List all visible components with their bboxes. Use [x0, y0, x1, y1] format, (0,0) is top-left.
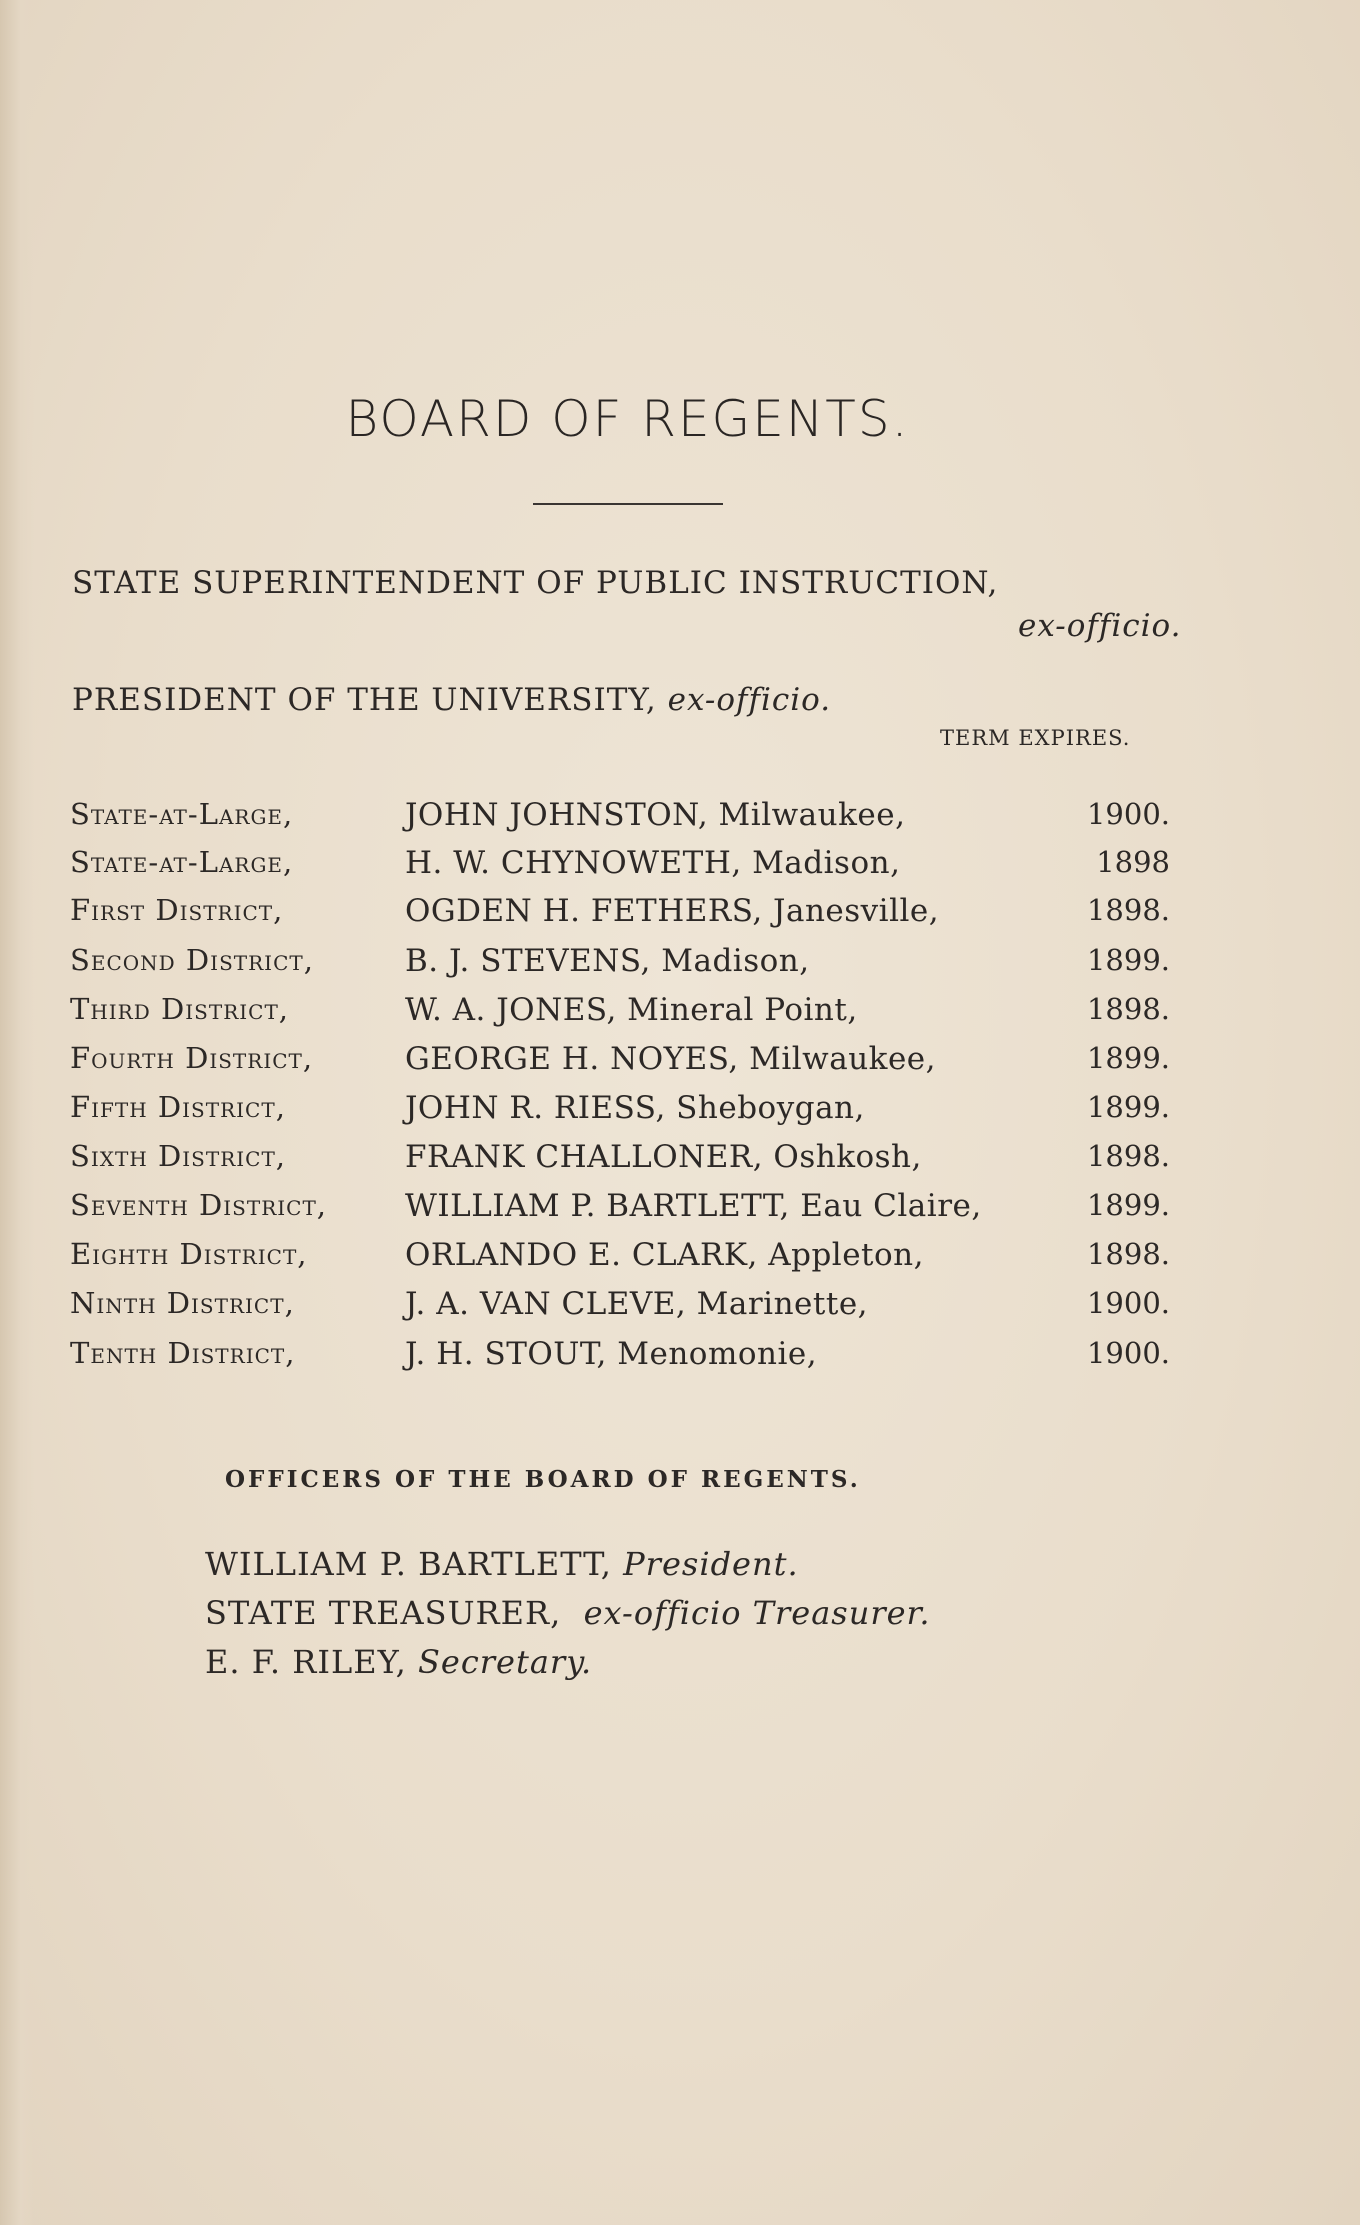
regent-district: Fourth District,	[70, 1041, 314, 1075]
regent-term: 1899.	[1086, 1041, 1170, 1075]
ex-officio-president	[72, 682, 831, 718]
officer-line	[205, 1643, 592, 1681]
officer-line	[205, 1594, 931, 1632]
ex-officio-president-label: PRESIDENT OF THE UNIVERSITY,	[72, 682, 657, 718]
regent-term: 1899.	[1086, 1090, 1170, 1124]
regent-row	[0, 845, 1360, 893]
regent-term: 1899.	[1086, 1188, 1170, 1222]
regent-row	[0, 1041, 1360, 1089]
ex-officio-superintendent-note: ex-officio.	[1018, 608, 1182, 644]
regent-name: JOHN JOHNSTON, Milwaukee,	[405, 797, 906, 833]
regent-term: 1898.	[1086, 992, 1170, 1026]
regent-district: Seventh District,	[70, 1188, 328, 1222]
regent-district: Sixth District,	[70, 1139, 287, 1173]
officer-name: E. F. RILEY,	[205, 1643, 407, 1681]
regent-row	[0, 1090, 1360, 1138]
regent-district: Eighth District,	[70, 1237, 308, 1271]
regent-term: 1900.	[1086, 1286, 1170, 1320]
ex-officio-superintendent	[72, 565, 998, 601]
regent-term: 1900.	[1086, 797, 1170, 831]
officers-heading: OFFICERS OF THE BOARD OF REGENTS.	[225, 1466, 861, 1493]
regent-row	[0, 797, 1360, 845]
regent-row	[0, 893, 1360, 941]
regent-row	[0, 1139, 1360, 1187]
regent-term: 1898.	[1086, 893, 1170, 927]
regent-name: H. W. CHYNOWETH, Madison,	[405, 845, 901, 881]
regent-district: Second District,	[70, 943, 314, 977]
officer-role: President.	[623, 1545, 799, 1583]
regent-term: 1898.	[1086, 1237, 1170, 1271]
officer-role: ex-officio Treasurer.	[583, 1594, 931, 1632]
officer-line	[205, 1545, 799, 1583]
regent-row	[0, 1188, 1360, 1236]
regent-name: WILLIAM P. BARTLETT, Eau Claire,	[405, 1188, 982, 1224]
ex-officio-superintendent-label: STATE SUPERINTENDENT OF PUBLIC INSTRUCTION,	[72, 565, 999, 601]
regent-district: Third District,	[70, 992, 290, 1026]
regent-name: GEORGE H. NOYES, Milwaukee,	[405, 1041, 936, 1077]
regent-row	[0, 992, 1360, 1040]
regent-district: First District,	[70, 893, 284, 927]
regent-district: State-at-Large,	[70, 845, 294, 879]
regent-name: J. H. STOUT, Menomonie,	[405, 1336, 818, 1372]
page-title: BOARD OF REGENTS.	[345, 390, 910, 448]
officer-role: Secretary.	[417, 1643, 593, 1681]
term-expires-header: TERM EXPIRES.	[940, 726, 1131, 750]
regent-name: FRANK CHALLONER, Oshkosh,	[405, 1139, 922, 1175]
title-rule	[533, 503, 723, 505]
regent-row	[0, 1286, 1360, 1334]
regent-row	[0, 1237, 1360, 1285]
officer-name: WILLIAM P. BARTLETT,	[205, 1545, 612, 1583]
regent-term: 1898	[1096, 845, 1170, 879]
regent-term: 1898.	[1086, 1139, 1170, 1173]
regent-district: State-at-Large,	[70, 797, 294, 831]
regent-name: B. J. STEVENS, Madison,	[405, 943, 810, 979]
regent-term: 1899.	[1086, 943, 1170, 977]
regent-name: J. A. VAN CLEVE, Marinette,	[405, 1286, 869, 1322]
regent-name: ORLANDO E. CLARK, Appleton,	[405, 1237, 924, 1273]
regent-district: Ninth District,	[70, 1286, 295, 1320]
regent-name: OGDEN H. FETHERS, Janesville,	[405, 893, 940, 929]
officer-name: STATE TREASURER,	[205, 1594, 562, 1632]
regent-row	[0, 943, 1360, 991]
regent-term: 1900.	[1086, 1336, 1170, 1370]
regent-row	[0, 1336, 1360, 1384]
regent-district: Tenth District,	[70, 1336, 296, 1370]
regent-district: Fifth District,	[70, 1090, 286, 1124]
regent-name: JOHN R. RIESS, Sheboygan,	[405, 1090, 865, 1126]
regent-name: W. A. JONES, Mineral Point,	[405, 992, 858, 1028]
ex-officio-president-note: ex-officio.	[667, 682, 832, 718]
